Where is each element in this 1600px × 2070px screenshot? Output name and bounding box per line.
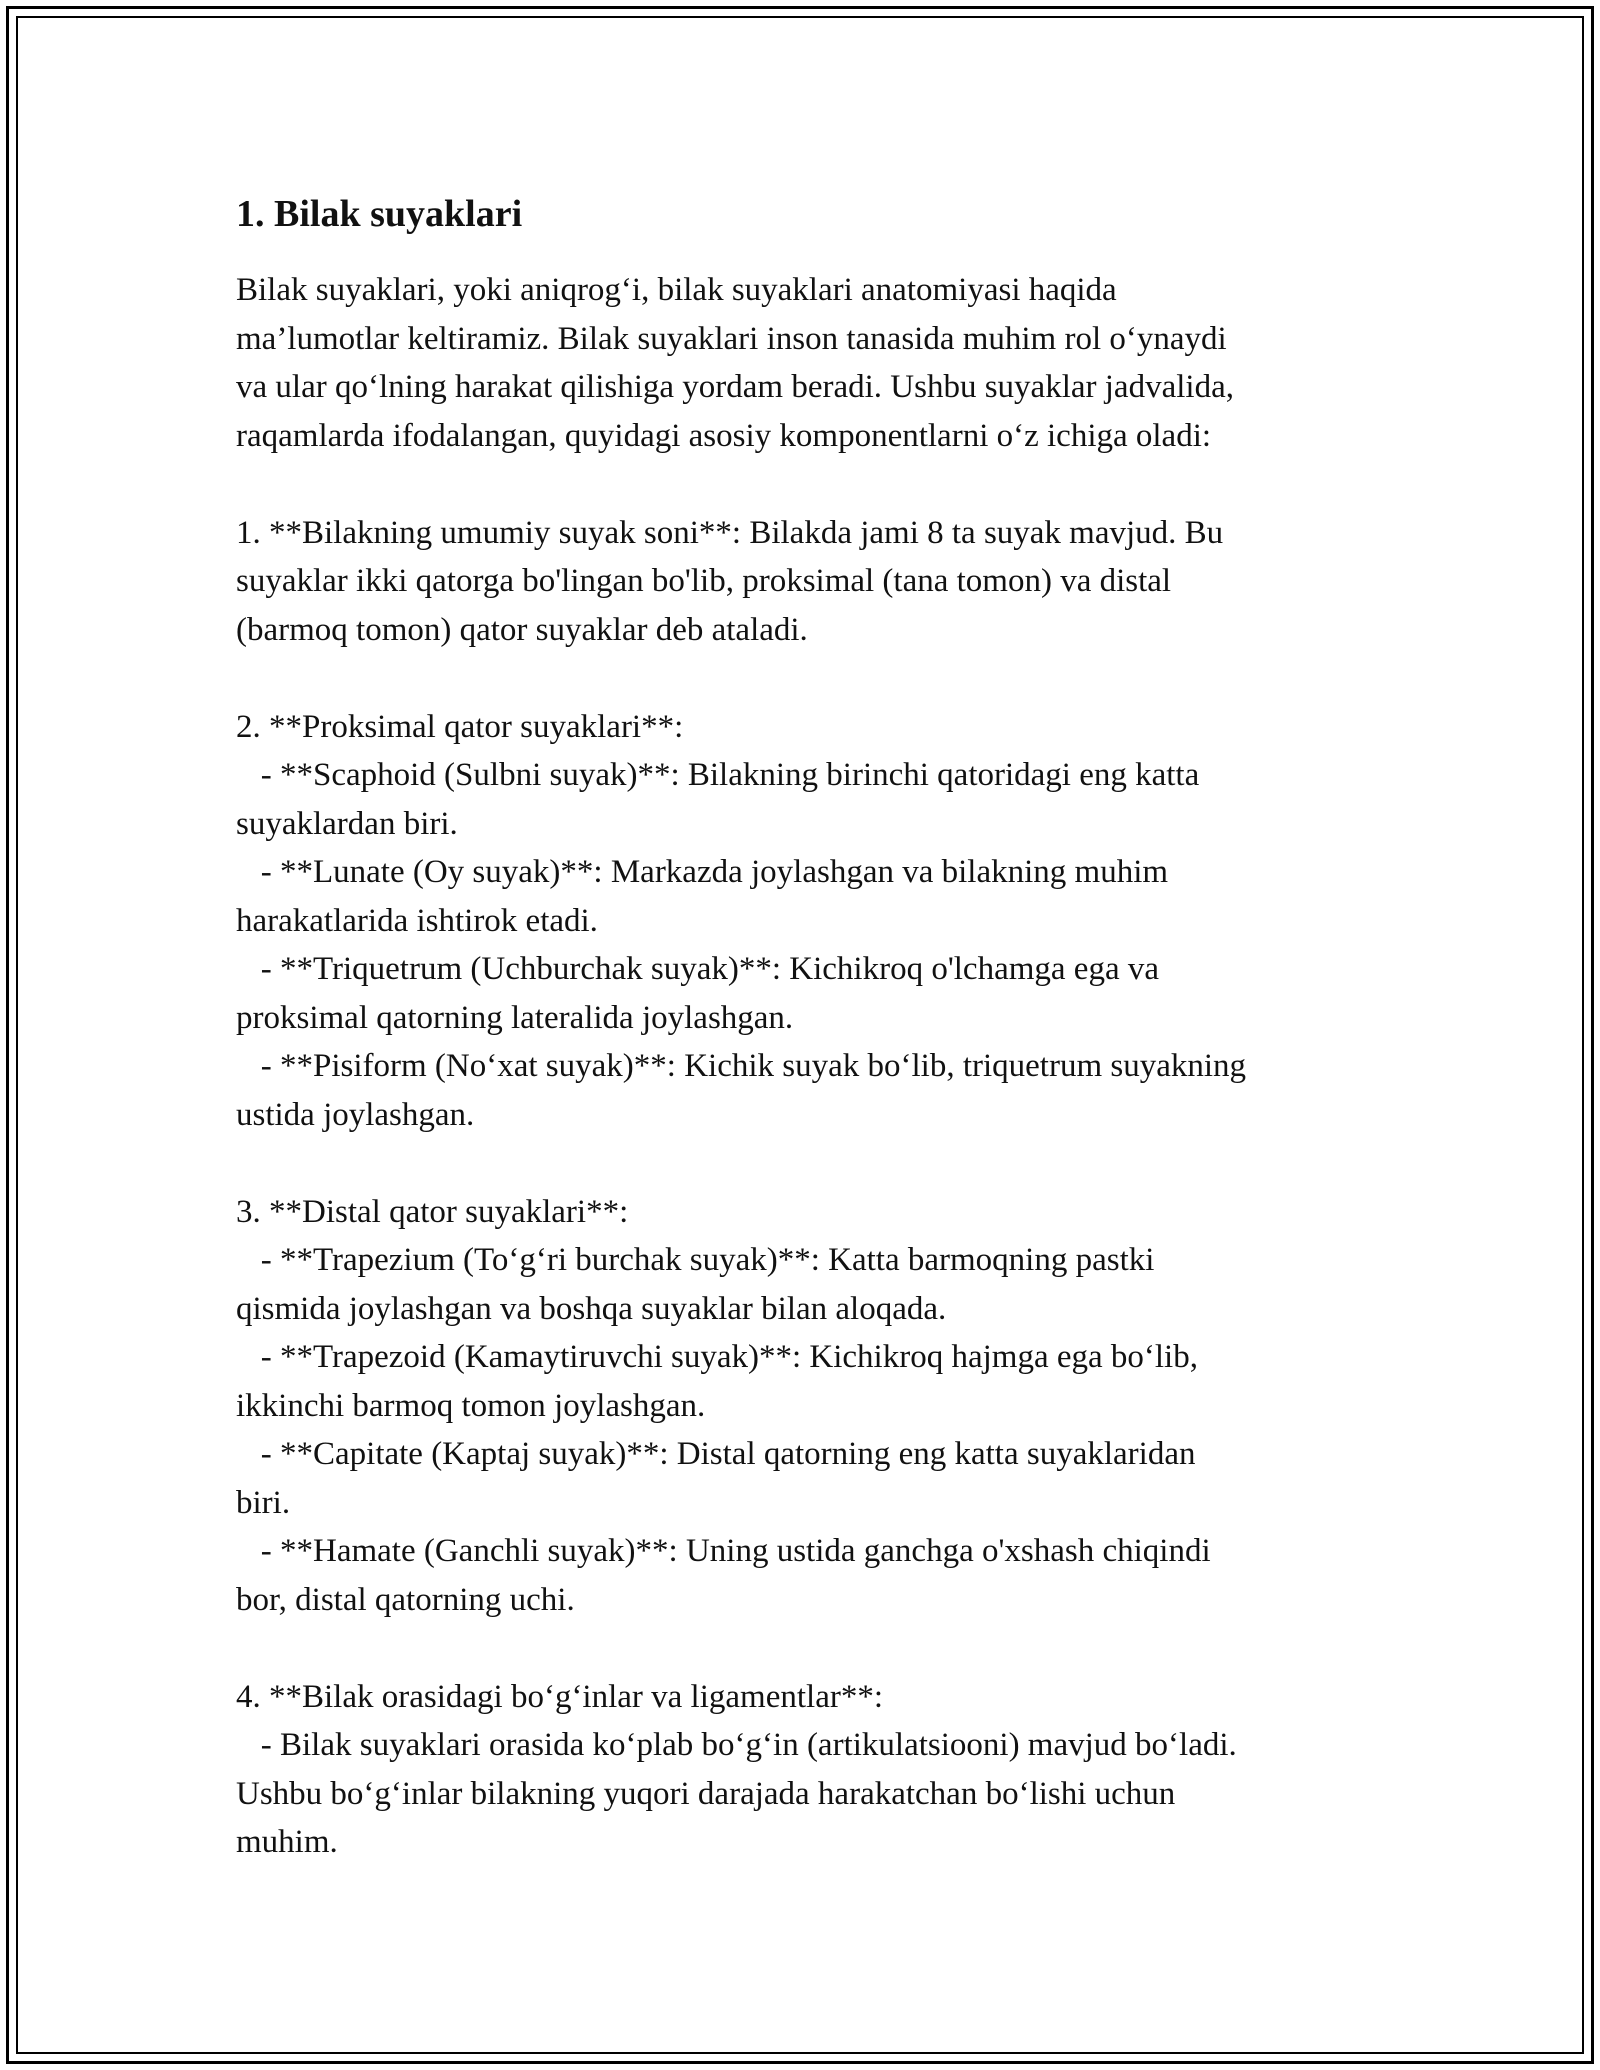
document-title: 1. Bilak suyaklari	[236, 193, 523, 235]
document-content	[236, 186, 1366, 1867]
document-body: Bilak suyaklari, yoki aniqrog‘i, bilak suyaklari anatomiyasi haqida ma’lumotlar keltiramiz. Bilak suyaklari inson tanasida muhim rol o‘ynaydi va ular qo‘lning harakat qilishiga yordam beradi. Ushbu suyaklar jadvalida, raqamlarda ifodalangan, quyidagi asosiy komponentlarni o‘z ichiga oladi: 1. **Bilakning umumiy suyak soni**: Bilakda jami 8 ta suyak mavjud. Bu suyaklar ikki qatorga bo'lingan bo'lib, proksimal (tana tomon) va distal (barmoq tomon) qator suyaklar deb ataladi. 2. **Proksimal qator suyaklari**: - **Scaphoid (Sulbni suyak)**: Bilakning birinchi qatoridagi eng katta suyaklardan biri. - **Lunate (Oy suyak)**: Markazda joylashgan va bilakning muhim harakatlarida ishtirok etadi. - **Triquetrum (Uchburchak suyak)**: Kichikroq o'lchamga ega va proksimal qatorning lateralida joylashgan. - **Pisiform (No‘xat suyak)**: Kichik suyak bo‘lib, triquetrum suyakning ustida joylashgan. 3. **Distal qator suyaklari**: - **Trapezium (To‘g‘ri burchak suyak)**: Katta barmoqning pastki qismida joylashgan va boshqa suyaklar bilan aloqada. - **Trapezoid (Kamaytiruvchi suyak)**: Kichikroq hajmga ega bo‘lib, ikkinchi barmoq tomon joylashgan. - **Capitate (Kaptaj suyak)**: Distal qatorning eng katta suyaklaridan biri. - **Hamate (Ganchli suyak)**: Uning ustida ganchga o'xshash chiqindi bor, distal qatorning uchi. 4. **Bilak orasidagi bo‘g‘inlar va ligamentlar**: - Bilak suyaklari orasida ko‘plab bo‘g‘in (artikulatsiooni) mavjud bo‘ladi. Ushbu bo‘g‘inlar bilakning yuqori darajada harakatchan bo‘lishi uchun muhim.	[236, 272, 1247, 1860]
